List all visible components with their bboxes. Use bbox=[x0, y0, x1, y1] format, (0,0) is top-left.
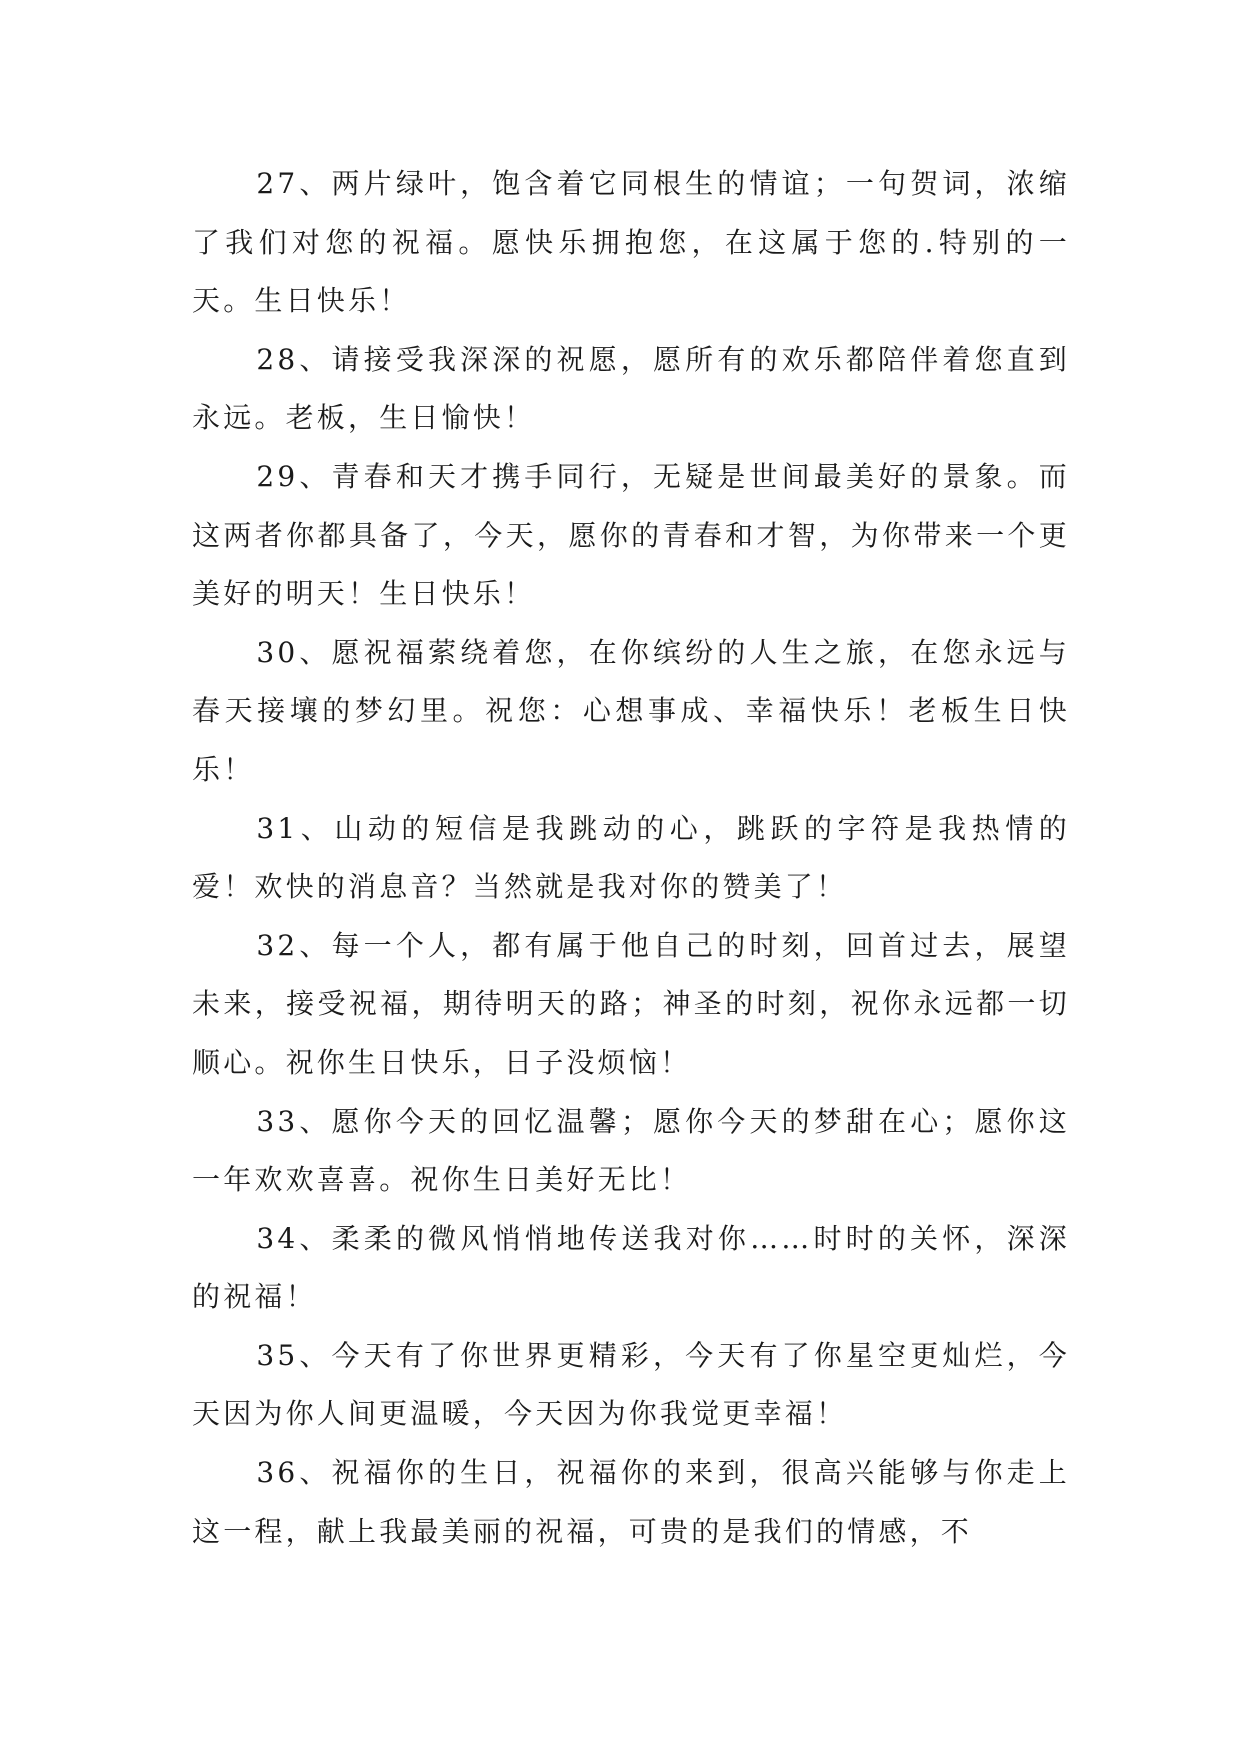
paragraph-31: 31、山动的短信是我跳动的心，跳跃的字符是我热情的爱！欢快的消息音？当然就是我对你的赞美了！ bbox=[192, 811, 1070, 904]
paragraph-33: 33、愿你今天的回忆温馨；愿你今天的梦甜在心；愿你这一年欢欢喜喜。祝你生日美好无比！ bbox=[192, 1104, 1070, 1197]
paragraph-32: 32、每一个人，都有属于他自己的时刻，回首过去，展望未来，接受祝福，期待明天的路；神圣的时刻，祝你永远都一切顺心。祝你生日快乐，日子没烦恼！ bbox=[192, 928, 1070, 1079]
paragraph-35: 35、今天有了你世界更精彩，今天有了你星空更灿烂，今天因为你人间更温暖，今天因为你我觉更幸福！ bbox=[192, 1338, 1070, 1431]
paragraph-30: 30、愿祝福萦绕着您，在你缤纷的人生之旅，在您永远与春天接壤的梦幻里。祝您：心想事成、幸福快乐！老板生日快乐！ bbox=[192, 635, 1070, 786]
document-body bbox=[192, 155, 1070, 1561]
paragraph-36: 36、祝福你的生日，祝福你的来到，很高兴能够与你走上这一程，献上我最美丽的祝福，可贵的是我们的情感，不 bbox=[192, 1456, 1070, 1548]
paragraph-34: 34、柔柔的微风悄悄地传送我对你……时时的关怀，深深的祝福！ bbox=[192, 1221, 1070, 1314]
paragraph-28: 28、请接受我深深的祝愿，愿所有的欢乐都陪伴着您直到永远。老板，生日愉快！ bbox=[192, 342, 1070, 435]
paragraph-27: 27、两片绿叶，饱含着它同根生的情谊；一句贺词，浓缩了我们对您的祝福。愿快乐拥抱您，在这属于您的.特别的一天。生日快乐！ bbox=[192, 167, 1070, 318]
paragraph-29: 29、青春和天才携手同行，无疑是世间最美好的景象。而这两者你都具备了，今天，愿你的青春和才智，为你带来一个更美好的明天！生日快乐！ bbox=[192, 459, 1070, 611]
